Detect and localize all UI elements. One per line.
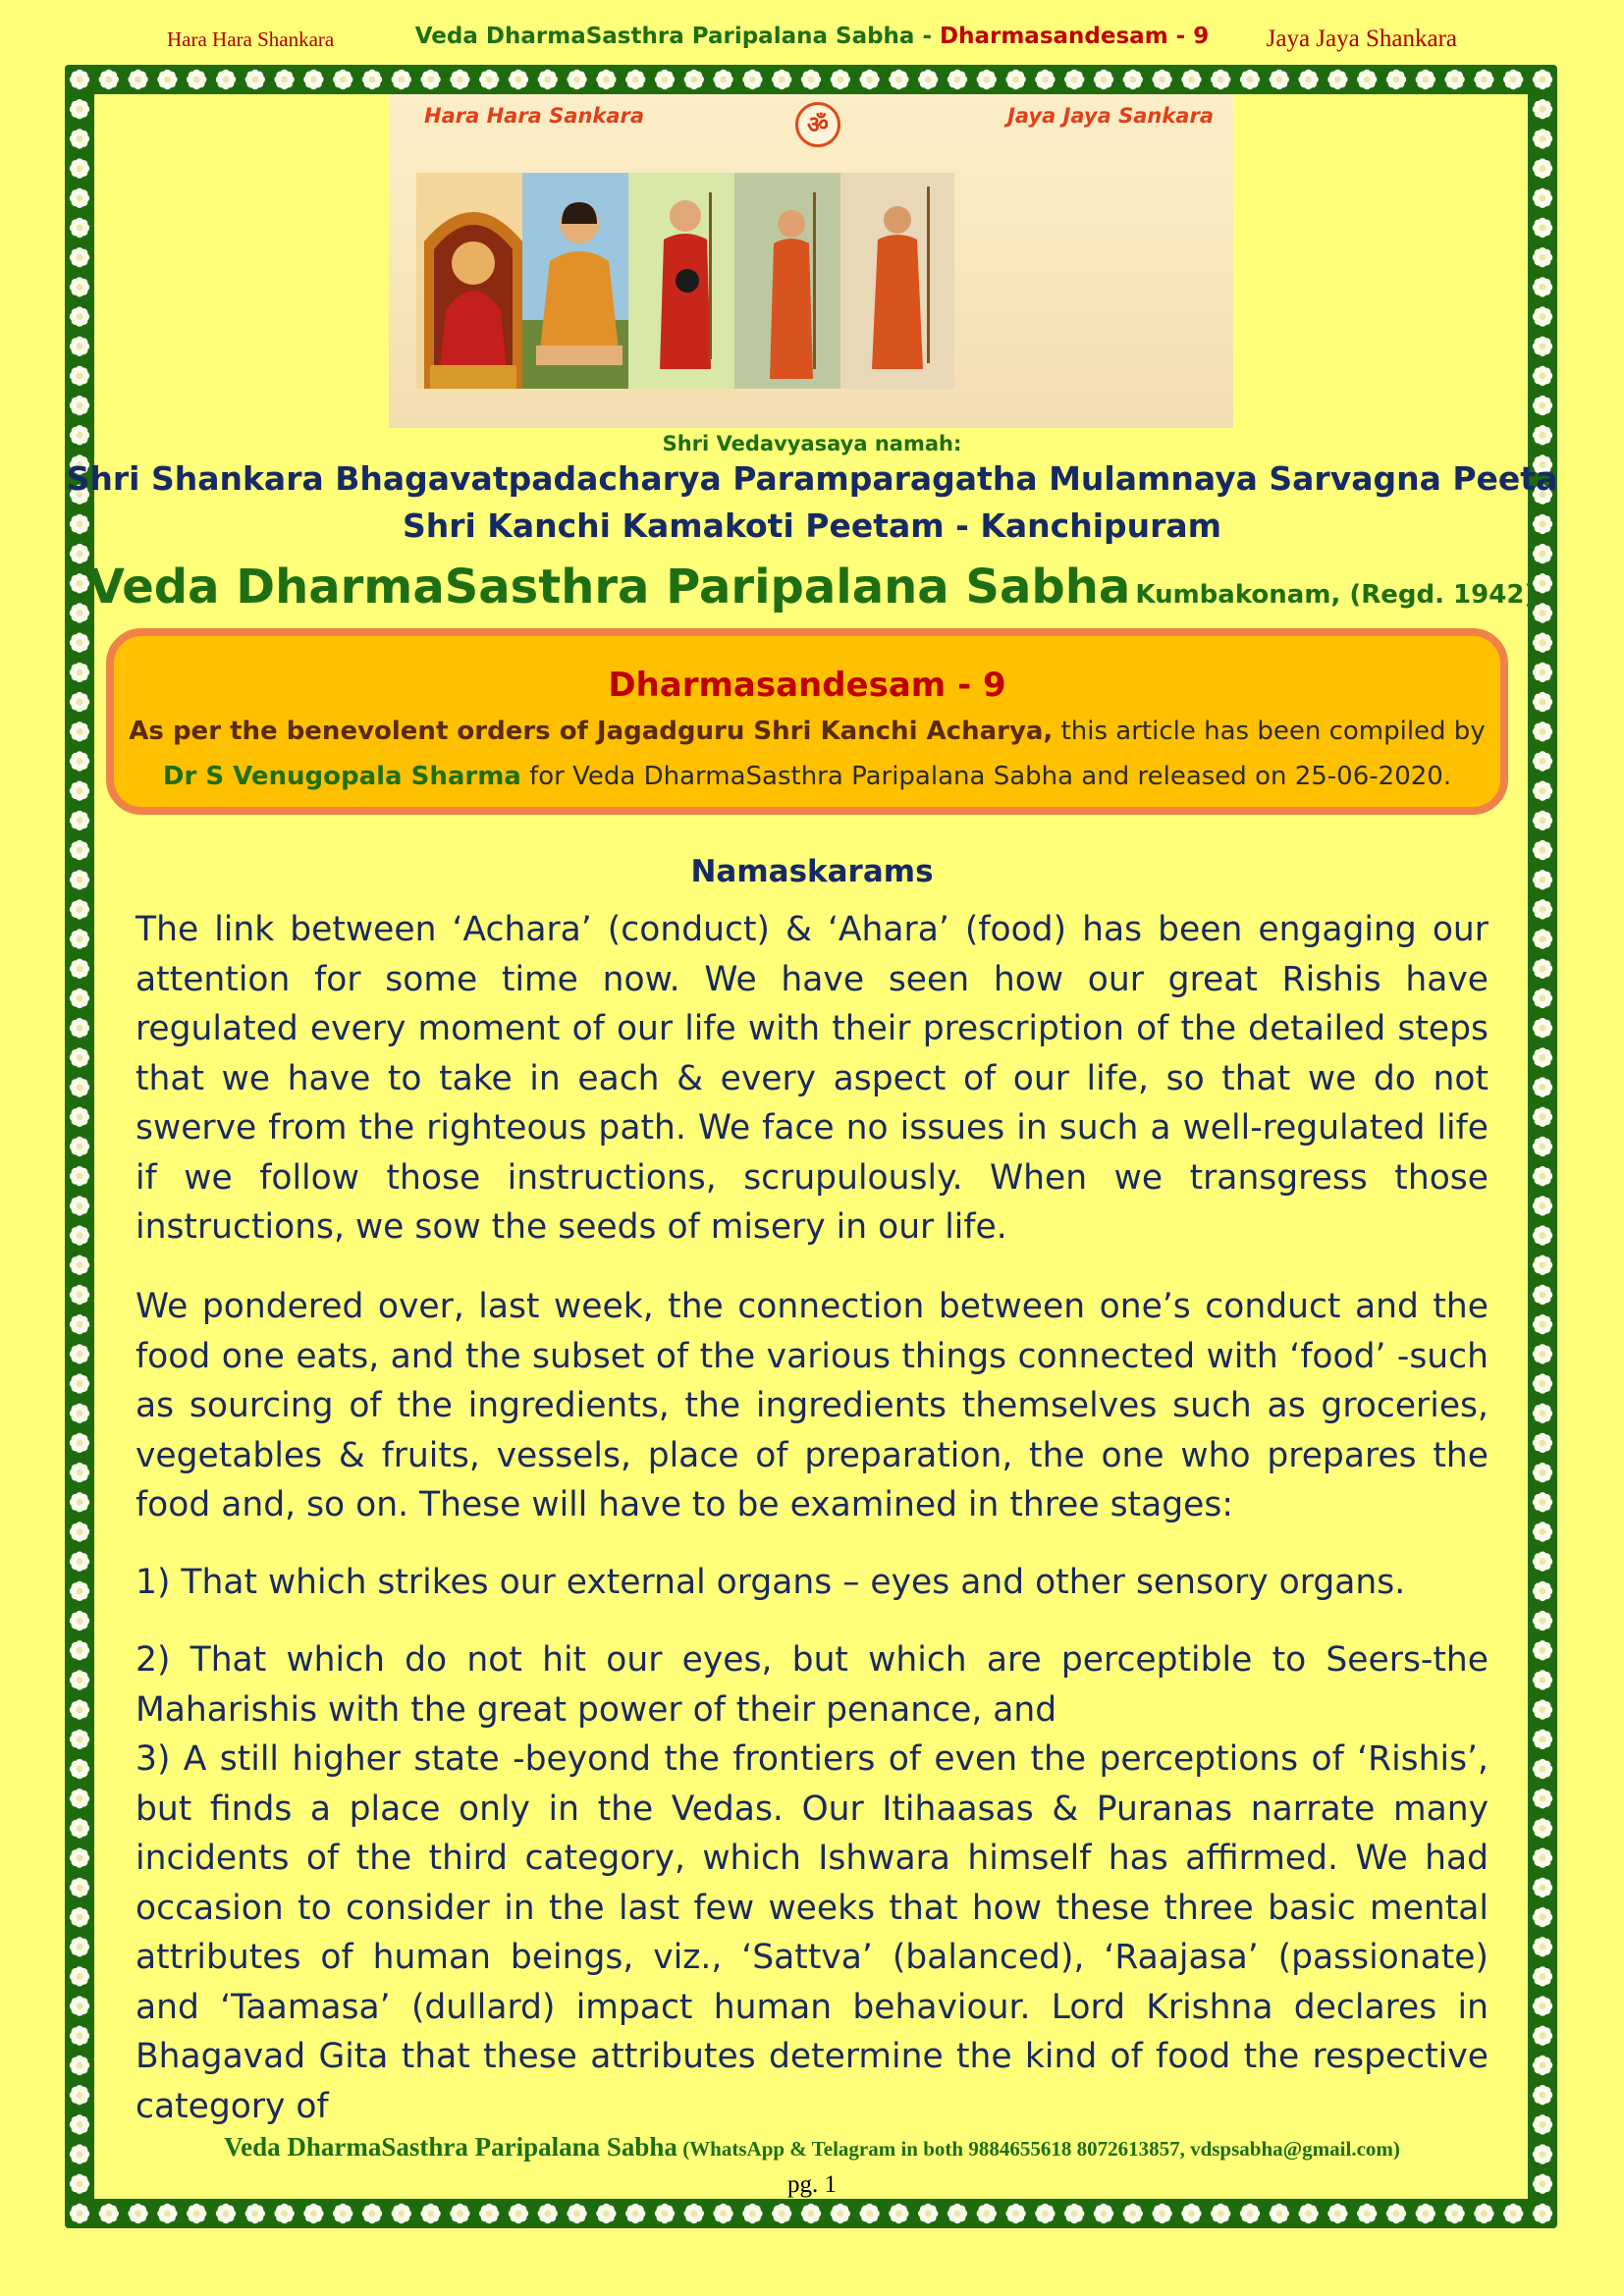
flower-icon [70,1196,89,1215]
flower-icon [713,70,732,89]
flower-icon [1533,1344,1552,1363]
flower-icon [70,337,89,356]
flower-icon [70,751,89,771]
flower-icon [742,2204,762,2223]
flower-icon [1533,1730,1552,1749]
flower-icon [977,2204,997,2223]
flower-icon [70,70,89,89]
flower-icon [99,2204,119,2223]
sabha-suffix: Kumbakonam, (Regd. 1942) [1135,580,1537,610]
flower-icon [1123,2204,1143,2223]
flower-icon [70,1907,89,1927]
flower-icon [831,70,850,89]
flower-icon [70,1730,89,1749]
flower-icon [70,1789,89,1808]
footer-contact: (WhatsApp & Telagram in both 9884655618 8072613857, vdspsabha@gmail.com) [677,2137,1400,2161]
flower-icon [70,1373,89,1393]
flower-icon [1533,781,1552,801]
flower-icon [70,306,89,326]
flower-icon [1533,1492,1552,1512]
flower-icon [70,1552,89,1572]
list-item: 1) That which strikes our external organs – eyes and other sensory organs. [135,1563,1406,1602]
flower-icon [831,2204,850,2223]
flower-icon [1533,1107,1552,1127]
flower-icon [1533,663,1552,682]
flower-icon [70,277,89,296]
list-item [135,1635,1489,2131]
flower-icon [70,2204,89,2223]
flower-icon [625,2204,645,2223]
flower-icon [70,1937,89,1956]
flower-icon [70,396,89,415]
flower-icon [1533,988,1552,1008]
flower-icon [70,1077,89,1096]
flower-icon [70,1166,89,1186]
header-center-sabha: Veda DharmaSasthra Paripalana Sabha - [414,24,941,49]
flower-icon [1533,1433,1552,1453]
flower-icon [70,2085,89,2105]
flower-icon [1533,633,1552,653]
flower-icon [1533,1018,1552,1038]
flower-icon [1533,692,1552,712]
flower-icon [99,70,119,89]
flower-icon [1533,2026,1552,2046]
flower-icon [70,1700,89,1720]
flower-icon [1533,2056,1552,2075]
flower-icon [362,70,382,89]
flower-icon [70,1996,89,2015]
flower-icon [333,2204,352,2223]
flower-icon [157,70,177,89]
flower-icon [70,988,89,1008]
header-banner-image [389,94,1233,428]
flower-icon [70,1404,89,1423]
flower-icon [245,70,265,89]
flower-icon [1444,70,1464,89]
flower-icon [1533,1285,1552,1305]
flower-icon [1533,1225,1552,1245]
flower-icon [1357,70,1377,89]
flower-icon [977,70,997,89]
flower-icon [538,2204,558,2223]
flower-icon [1533,1196,1552,1215]
flower-icon [509,70,528,89]
flower-icon [1533,1670,1552,1689]
flower-icon [1533,2085,1552,2105]
flower-icon [70,692,89,712]
flower-icon [1270,2204,1289,2223]
flower-icon [70,1848,89,1868]
flower-icon [70,1966,89,1986]
flower-icon [70,366,89,386]
flower-icon [70,129,89,148]
flower-icon [70,99,89,119]
flower-icon [1094,70,1113,89]
acharya-portrait [522,173,636,389]
flower-icon [1533,1314,1552,1334]
flower-icon [70,929,89,948]
flower-icon [70,1611,89,1630]
flower-icon [187,70,206,89]
flower-icon [567,2204,586,2223]
footer [0,2132,1624,2163]
flower-icon [70,2026,89,2046]
flower-icon [70,1018,89,1038]
header-right-text: Jaya Jaya Shankara [1266,26,1457,52]
flower-icon [1533,1640,1552,1660]
flower-icon [889,70,908,89]
flower-icon [596,70,616,89]
flower-icon [70,663,89,682]
invocation-text: Shri Vedavyasaya namah: [662,432,962,455]
flower-icon [1181,70,1201,89]
peetam-title: Shri Shankara Bhagavatpadacharya Paramparagatha Mulamnaya Sarvagna Peeta [66,459,1558,498]
flower-icon [1533,129,1552,148]
flower-icon [859,2204,879,2223]
flower-icon [1327,2204,1347,2223]
list-item-3: 3) A still higher state -beyond the frontiers of even the perceptions of ‘Rishis’, but finds a place only in the Vedas. Our Itihaasas & Puranas narrate many incidents of the third category, which Ishwara himself has affirmed. We had occasion to consider in the last few weeks that how these three basic mental attributes of human beings, viz., ‘Sattva’ (balanced), ‘Raajasa’ (passionate) and ‘Taamasa’ (dullard) impact human behaviour. Lord Krishna declares in Bhagavad Gita that these attributes determine the kind of food the respective category of [135,1739,1489,2126]
flower-icon [1416,2204,1435,2223]
page-number: pg. 1 [787,2171,837,2198]
flower-icon [70,1581,89,1601]
flower-icon [1270,70,1289,89]
banner-right-text: Jaya Jaya Sankara [1007,104,1214,128]
flower-icon [1533,1700,1552,1720]
flower-icon [70,1107,89,1127]
om-icon: ॐ [795,102,840,147]
body-paragraph: We pondered over, last week, the connection between one’s conduct and the food one eats, and the subset of the various things connected with ‘food’ -such as sourcing of the ingredients, the ingredients themselves such as groceries, vegetables & fruits, vessels, place of preparation, the one who prepares the food and, so on. These will have to be examined in three stages: [135,1287,1489,1524]
flower-icon [1533,70,1552,89]
flower-icon [655,70,675,89]
flower-icon [70,1225,89,1245]
flower-icon [216,2204,236,2223]
flower-icon [70,218,89,238]
flower-icon [70,247,89,267]
flower-icon [479,2204,499,2223]
flower-icon [70,1047,89,1067]
flower-icon [567,70,586,89]
flower-icon [1533,1789,1552,1808]
flower-icon [392,2204,411,2223]
flower-icon [596,2204,616,2223]
flower-icon [918,70,938,89]
notice-line1-rest: this article has been compiled by [1053,717,1486,746]
flower-icon [918,2204,938,2223]
flower-icon [333,70,352,89]
flower-icon [1240,70,1260,89]
header-center-issue: Dharmasandesam - 9 [940,24,1210,49]
flower-icon [1386,2204,1406,2223]
flower-icon [1181,2204,1201,2223]
flower-icon [1533,751,1552,771]
footer-org: Veda DharmaSasthra Paripalana Sabha [224,2132,677,2162]
flower-icon [450,2204,469,2223]
flower-icon [1094,2204,1113,2223]
flower-icon [274,2204,294,2223]
flower-icon [70,158,89,178]
flower-icon [1533,1907,1552,1927]
flower-icon [1298,2204,1318,2223]
flower-icon [1064,70,1084,89]
flower-icon [70,1492,89,1512]
flower-icon [1533,366,1552,386]
acharya-portrait [840,173,954,389]
flower-icon [889,2204,908,2223]
flower-icon [1533,396,1552,415]
flower-icon [70,1344,89,1363]
flower-icon [1211,70,1230,89]
flower-icon [1327,70,1347,89]
flower-icon [1533,1878,1552,1897]
flower-icon [1533,1848,1552,1868]
flower-icon [70,1818,89,1838]
flower-icon [187,2204,206,2223]
flower-icon [684,2204,704,2223]
flower-icon [1533,1255,1552,1275]
acharya-portrait [628,173,742,389]
flower-icon [801,2204,821,2223]
flower-icon [1211,2204,1230,2223]
sabha-title [0,560,1624,614]
flower-icon [713,2204,732,2223]
flower-icon [1533,337,1552,356]
flower-icon [1005,70,1025,89]
flower-icon [772,2204,791,2223]
flower-icon [274,70,294,89]
flower-icon [70,1878,89,1897]
flower-icon [1533,811,1552,830]
flower-icon [157,2204,177,2223]
issue-notice-box [106,628,1508,815]
flower-icon [1533,1463,1552,1482]
flower-icon [70,959,89,979]
flower-icon [70,1137,89,1156]
flower-icon [1386,70,1406,89]
flower-icon [70,2056,89,2075]
flower-icon [1533,218,1552,238]
flower-icon [362,2204,382,2223]
acharya-portrait [734,173,848,389]
flower-icon [1533,1522,1552,1541]
flower-icon [245,2204,265,2223]
flower-icon [303,2204,323,2223]
flower-icon [420,70,440,89]
notice-line1-bold: As per the benevolent orders of Jagadguru Shri Kanchi Acharya, [129,717,1054,746]
flower-icon [1152,70,1171,89]
author-name: Dr S Venugopala Sharma [162,762,521,791]
flower-icon [70,1640,89,1660]
flower-icon [128,70,147,89]
salutation: Namaskarams [690,854,934,889]
peetam-location: Shri Kanchi Kamakoti Peetam - Kanchipuram [402,507,1222,545]
notice-line2-rest: for Veda DharmaSasthra Paripalana Sabha and released on 25-06-2020. [520,762,1452,791]
flower-icon [392,70,411,89]
flower-icon [1533,1759,1552,1779]
flower-icon [1035,2204,1055,2223]
flower-icon [1298,70,1318,89]
flower-icon [684,70,704,89]
flower-icon [70,899,89,919]
flower-icon [450,70,469,89]
flower-icon [1533,188,1552,208]
flower-icon [1503,2204,1523,2223]
flower-icon [1533,1966,1552,1986]
flower-icon [538,70,558,89]
flower-icon [1533,959,1552,979]
flower-icon [947,2204,967,2223]
flower-icon [625,70,645,89]
flower-icon [1474,2204,1493,2223]
flower-icon [70,633,89,653]
flower-icon [70,1670,89,1689]
flower-icon [1533,1996,1552,2015]
flower-icon [1533,1581,1552,1601]
header-left-text: Hara Hara Shankara [167,27,335,51]
flower-icon [70,721,89,741]
flower-icon [1444,2204,1464,2223]
flower-icon [70,1255,89,1275]
flower-icon [1533,247,1552,267]
flower-icon [70,1463,89,1482]
sabha-name: Veda DharmaSasthra Paripalana Sabha [87,560,1131,614]
flower-icon [1474,70,1493,89]
flower-icon [772,70,791,89]
flower-icon [479,70,499,89]
flower-icon [1064,2204,1084,2223]
banner-left-text: Hara Hara Sankara [424,104,645,128]
flower-icon [1533,306,1552,326]
flower-icon [1005,2204,1025,2223]
flower-icon [801,70,821,89]
flower-icon [1533,1077,1552,1096]
flower-icon [859,70,879,89]
flower-icon [70,811,89,830]
flower-icon [1533,899,1552,919]
flower-icon [742,70,762,89]
flower-icon [70,1522,89,1541]
flower-icon [420,2204,440,2223]
flower-icon [1533,1552,1552,1572]
deity-portrait [416,173,530,389]
flower-icon [1533,1137,1552,1156]
list-item-2: 2) That which do not hit our eyes, but which are perceptible to Seers-the Maharishis with the great power of their penance, and [135,1640,1489,1730]
flower-icon [70,1285,89,1305]
flower-icon [1533,1937,1552,1956]
flower-icon [1533,929,1552,948]
running-header [0,22,1624,55]
flower-icon [128,2204,147,2223]
flower-icon [70,1433,89,1453]
flower-icon [1533,1611,1552,1630]
flower-icon [70,1759,89,1779]
notice-line-2 [114,762,1500,791]
flower-icon [1240,2204,1260,2223]
flower-icon [1533,721,1552,741]
flower-icon [1533,99,1552,119]
flower-icon [303,70,323,89]
flower-icon [1123,70,1143,89]
flower-icon [1533,1818,1552,1838]
issue-title: Dharmasandesam - 9 [608,666,1006,705]
flower-icon [216,70,236,89]
flower-icon [1035,70,1055,89]
flower-icon [509,2204,528,2223]
notice-line-1 [114,717,1500,746]
flower-icon [1416,70,1435,89]
flower-icon [947,70,967,89]
flower-icon [1533,2204,1552,2223]
flower-icon [1533,277,1552,296]
body-paragraph: The link between ‘Achara’ (conduct) & ‘Ahara’ (food) has been engaging our attention for some time now. We have seen how our great Rishis have regulated every moment of our life with their prescription of the detailed steps that we have to take in each & every aspect of our life, so that we do not swerve from the righteous path. We face no issues in such a well-regulated life if we follow those instructions, scrupulously. When we transgress those instructions, we sow the seeds of misery in our life. [135,910,1489,1247]
flower-icon [1533,158,1552,178]
flower-icon [1533,1047,1552,1067]
flower-icon [1503,70,1523,89]
flower-icon [70,1314,89,1334]
flower-icon [70,781,89,801]
flower-icon [1533,1166,1552,1186]
flower-icon [1533,1404,1552,1423]
flower-icon [1357,2204,1377,2223]
flower-icon [1152,2204,1171,2223]
flower-icon [1533,1373,1552,1393]
flower-icon [655,2204,675,2223]
flower-icon [70,188,89,208]
